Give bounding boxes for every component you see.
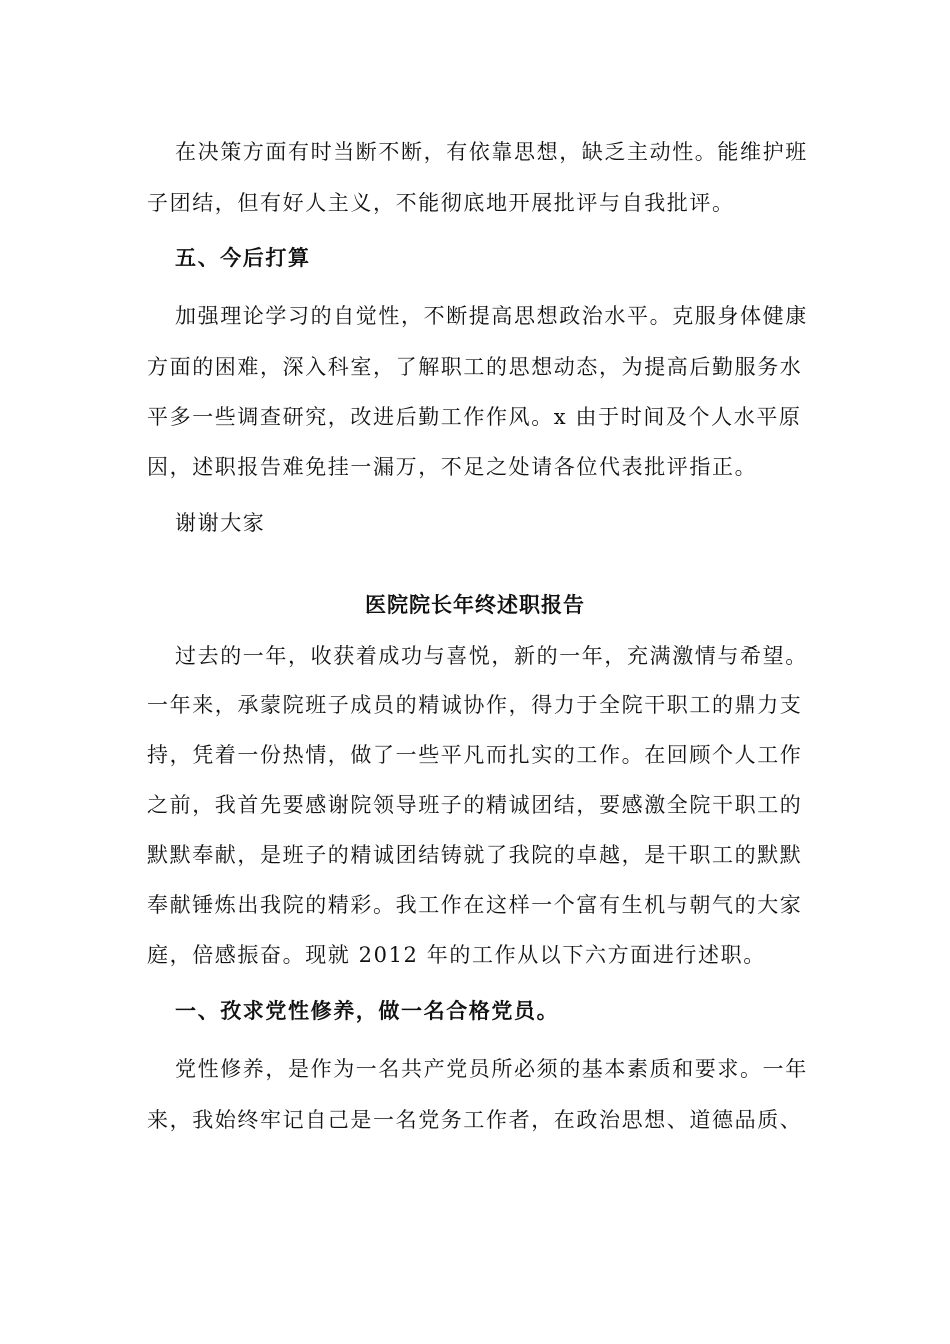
document-title: 医院院长年终述职报告 <box>365 592 585 617</box>
paragraph-line: 一年来，承蒙院班子成员的精诚协作，得力于全院干职工的鼎力支 <box>147 693 803 717</box>
paragraph-line: 持，凭着一份热情，做了一些平凡而扎实的工作。在回顾个人工作 <box>147 743 803 767</box>
paragraph-line: 因，述职报告难免挂一漏万，不足之处请各位代表批评指正。 <box>147 455 758 479</box>
paragraph-line: 党性修养，是作为一名共产党员所必须的基本素质和要求。一年 <box>175 1057 808 1081</box>
paragraph-line: 平多一些调查研究，改进后勤工作作风。x 由于时间及个人水平原 <box>147 405 802 429</box>
paragraph-line: 之前，我首先要感谢院领导班子的精诚团结，要感激全院干职工的 <box>147 793 803 817</box>
paragraph-line: 奉献锤炼出我院的精彩。我工作在这样一个富有生机与朝气的大家 <box>147 893 803 917</box>
paragraph-line: 加强理论学习的自觉性，不断提高思想政治水平。克服身体健康 <box>175 304 808 328</box>
paragraph-line: 子团结，但有好人主义，不能彻底地开展批评与自我批评。 <box>147 191 735 215</box>
paragraph-line: 来，我始终牢记自己是一名党务工作者，在政治思想、道德品质、 <box>147 1108 803 1132</box>
paragraph-line: 庭，倍感振奋。现就 2012 年的工作从以下六方面进行述职。 <box>147 943 766 967</box>
section-heading: 五、今后打算 <box>175 245 311 270</box>
paragraph-line: 默默奉献，是班子的精诚团结铸就了我院的卓越，是干职工的默默 <box>147 843 803 867</box>
paragraph-line: 在决策方面有时当断不断，有依靠思想，缺乏主动性。能维护班 <box>175 140 808 164</box>
section-heading: 一、孜求党性修养，做一名合格党员。 <box>175 998 560 1023</box>
paragraph-line: 过去的一年，收获着成功与喜悦，新的一年，充满激情与希望。 <box>175 644 808 668</box>
closing-line: 谢谢大家 <box>175 511 266 535</box>
paragraph-line: 方面的困难，深入科室，了解职工的思想动态，为提高后勤服务水 <box>147 355 803 379</box>
